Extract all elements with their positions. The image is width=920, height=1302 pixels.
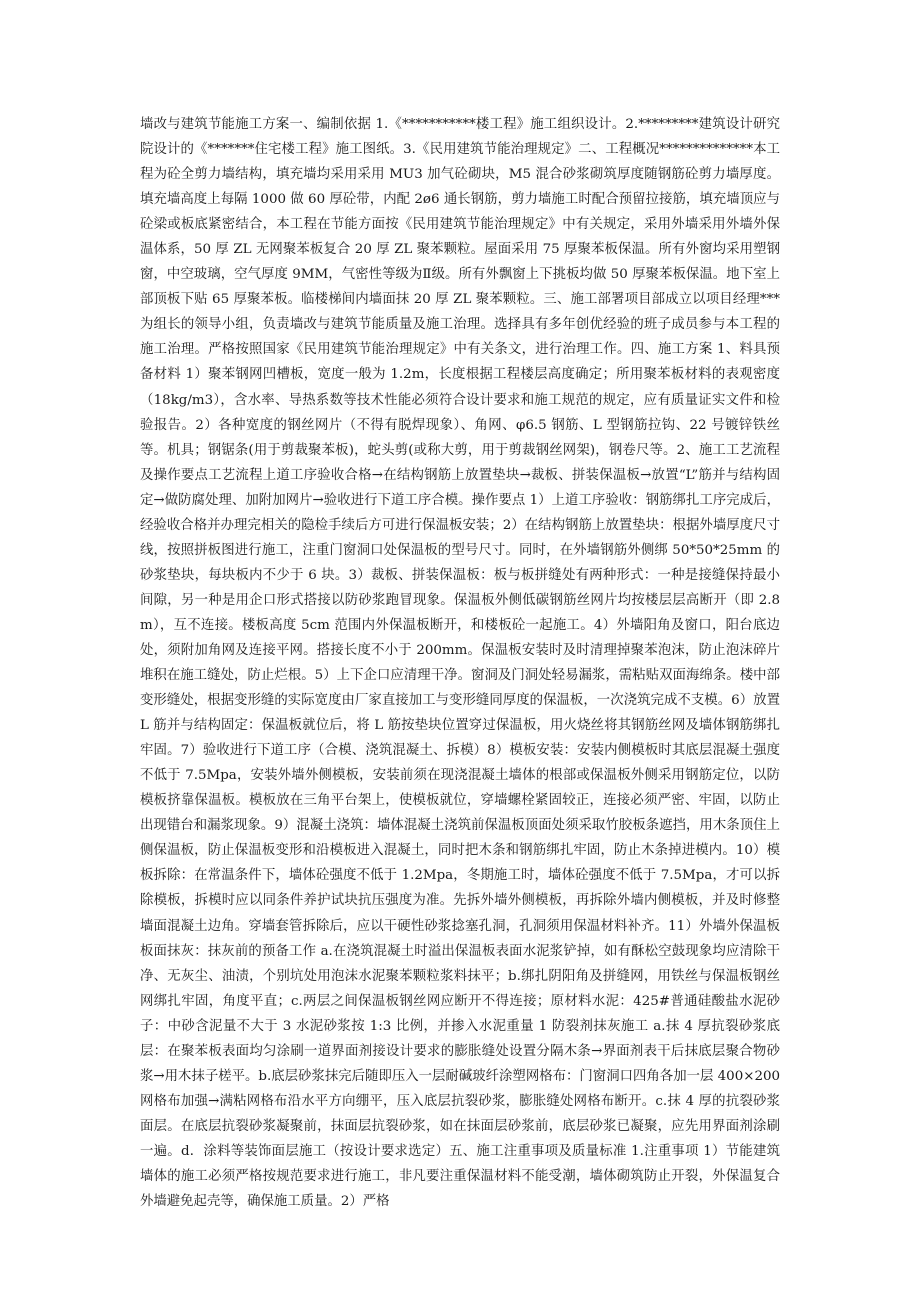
- body-paragraph: 墙改与建筑节能施工方案一、编制依据 1.《***********楼工程》施工组织设计。2.*********建筑设计研究院设计的《*******住宅楼工程》施工图纸。3.《民用建筑节能治理规定》二、工程概况**************本工程为砼全剪力墙结构，填充墙均采用采用 MU3 加气砼砌块，M5 混合砂浆砌筑厚度随钢筋砼剪力墙厚度。填充墙高度上每隔 1000 做 60 厚砼带，内配 2ø6 通长钢筋，剪力墙施工时配合预留拉接筋，填充墙顶应与砼梁或板底紧密结合，本工程在节能方面按《民用建筑节能治理规定》中有关规定，采用外墙采用外墙外保温体系，50 厚 ZL 无网聚苯板复合 20 厚 ZL 聚苯颗粒。屋面采用 75 厚聚苯板保温。所有外窗均采用塑钢窗，中空玻璃，空气厚度 9MM，气密性等级为Ⅱ级。所有外飘窗上下挑板均做 50 厚聚苯板保温。地下室上部顶板下贴 65 厚聚苯板。临楼梯间内墙面抹 20 厚 ZL 聚苯颗粒。三、施工部署项目部成立以项目经理***为组长的领导小组，负责墙改与建筑节能质量及施工治理。选择具有多年创优经验的班子成员参与本工程的施工治理。严格按照国家《民用建筑节能治理规定》中有关条文，进行治理工作。四、施工方案 1、料具预备材料 1）聚苯钢网凹槽板，宽度一般为 1.2m，长度根据工程楼层高度确定；所用聚苯板材料的表观密度（18kg/m3），含水率、导热系数等技术性能必须符合设计要求和施工规范的规定，应有质量证实文件和检验报告。2）各种宽度的钢丝网片（不得有脱焊现象）、角网、φ6.5 钢筋、L 型钢筋拉钩、22 号镀锌铁丝等。机具；钢锯条(用于剪裁聚苯板)，蛇头剪(或称大剪，用于剪裁钢丝网架)，钢卷尺等。2、施工工艺流程及操作要点工艺流程上道工序验收合格→在结构钢筋上放置垫块→裁板、拼装保温板→放置“L”筋并与结构固定→做防腐处理、加附加网片→验收进行下道工序合模。操作要点 1）上道工序验收：钢筋绑扎工序完成后，经验收合格并办理完相关的隐检手续后方可进行保温板安装；2）在结构钢筋上放置垫块：根据外墙厚度尺寸线，按照拼板图进行施工，注重门窗洞口处保温板的型号尺寸。同时，在外墙钢筋外侧绑 50*50*25mm 的砂浆垫块，每块板内不少于 6 块。3）裁板、拼装保温板：板与板拼缝处有两种形式：一种是接缝保持最小间隙，另一种是用企口形式搭接以防砂浆跑冒现象。保温板外侧低碳钢筋丝网片均按楼层层高断开（即 2.8m），互不连接。楼板高度 5cm 范围内外保温板断开，和楼板砼一起施工。4）外墙阳角及窗口，阳台底边处，须附加角网及连接平网。搭接长度不小于 200mm。保温板安装时及时清理掉聚苯泡沫，防止泡沫碎片堆积在施工缝处，防止烂根。5）上下企口应清理干净。窗洞及门洞处轻易漏浆，需粘贴双面海绵条。楼中部变形缝处，根据变形缝的实际宽度由厂家直接加工与变形缝同厚度的保温板，一次浇筑完成不支模。6）放置 L 筋并与结构固定：保温板就位后，将 L 筋按垫块位置穿过保温板，用火烧丝将其钢筋丝网及墙体钢筋绑扎牢固。7）验收进行下道工序（合模、浇筑混凝土、拆模）8）模板安装：安装内侧模板时其底层混凝土强度不低于 7.5Mpa，安装外墙外侧模板，安装前须在现浇混凝土墙体的根部或保温板外侧采用钢筋定位，以防模板挤靠保温板。模板放在三角平台架上，使模板就位，穿墙螺栓紧固较正，连接必须严密、牢固，以防止出现错台和漏浆现象。9）混凝土浇筑：墙体混凝土浇筑前保温板顶面处须采取竹胶板条遮挡，用木条顶住上侧保温板，防止保温板变形和沿模板进入混凝土，同时把木条和钢筋绑扎牢固，防止木条掉进模内。10）模板拆除：在常温条件下，墙体砼强度不低于 1.2Mpa，冬期施工时，墙体砼强度不低于 7.5Mpa，才可以拆除模板，拆模时应以同条件养护试块抗压强度为准。先拆外墙外侧模板，再拆除外墙内侧模板，并及时修整墙面混凝土边角。穿墙套管拆除后，应以干硬性砂浆捻塞孔洞，孔洞须用保温材料补齐。11）外墙外保温板板面抹灰：抹灰前的预备工作 a.在浇筑混凝土时溢出保温板表面水泥浆铲掉，如有酥松空鼓现象均应清除干净、无灰尘、油渍，个别坑处用泡沫水泥聚苯颗粒浆料抹平；b.绑扎阴阳角及拼缝网，用铁丝与保温板钢丝网绑扎牢固，角度平直；c.两层之间保温板钢丝网应断开不得连接；原材料水泥：425#普通硅酸盐水泥砂子：中砂含泥量不大于 3 水泥砂浆按 1:3 比例，并掺入水泥重量 1 防裂剂抹灰施工 a.抹 4 厚抗裂砂浆底层：在聚苯板表面均匀涂刷一道界面剂接设计要求的膨胀缝处设置分隔木条→界面剂表干后抹底层聚合物砂浆→用木抹子槎平。b.底层砂浆抹完后随即压入一层耐碱玻纤涂塑网格布：门窗洞口四角各加一层 400×200 网格布加强→满粘网格布沿水平方向绷平，压入底层抗裂砂浆，膨胀缝处网格布断开。c.抹 4 厚的抗裂砂浆面层。在底层抗裂砂浆凝聚前，抹面层抗裂砂浆，如在抹面层砂浆前，底层砂浆已凝聚，应先用界面剂涂刷一遍。d．涂料等装饰面层施工（按设计要求选定）五、施工注重事项及质量标准 1.注重事项 1）节能建筑墙体的施工必须严格按规范要求进行施工，非凡要注重保温材料不能受潮，墙体砌筑防止开裂，外保温复合外墙避免起壳等，确保施工质量。2）严格: [140, 117, 780, 1210]
- document-page: [140, 112, 780, 1214]
